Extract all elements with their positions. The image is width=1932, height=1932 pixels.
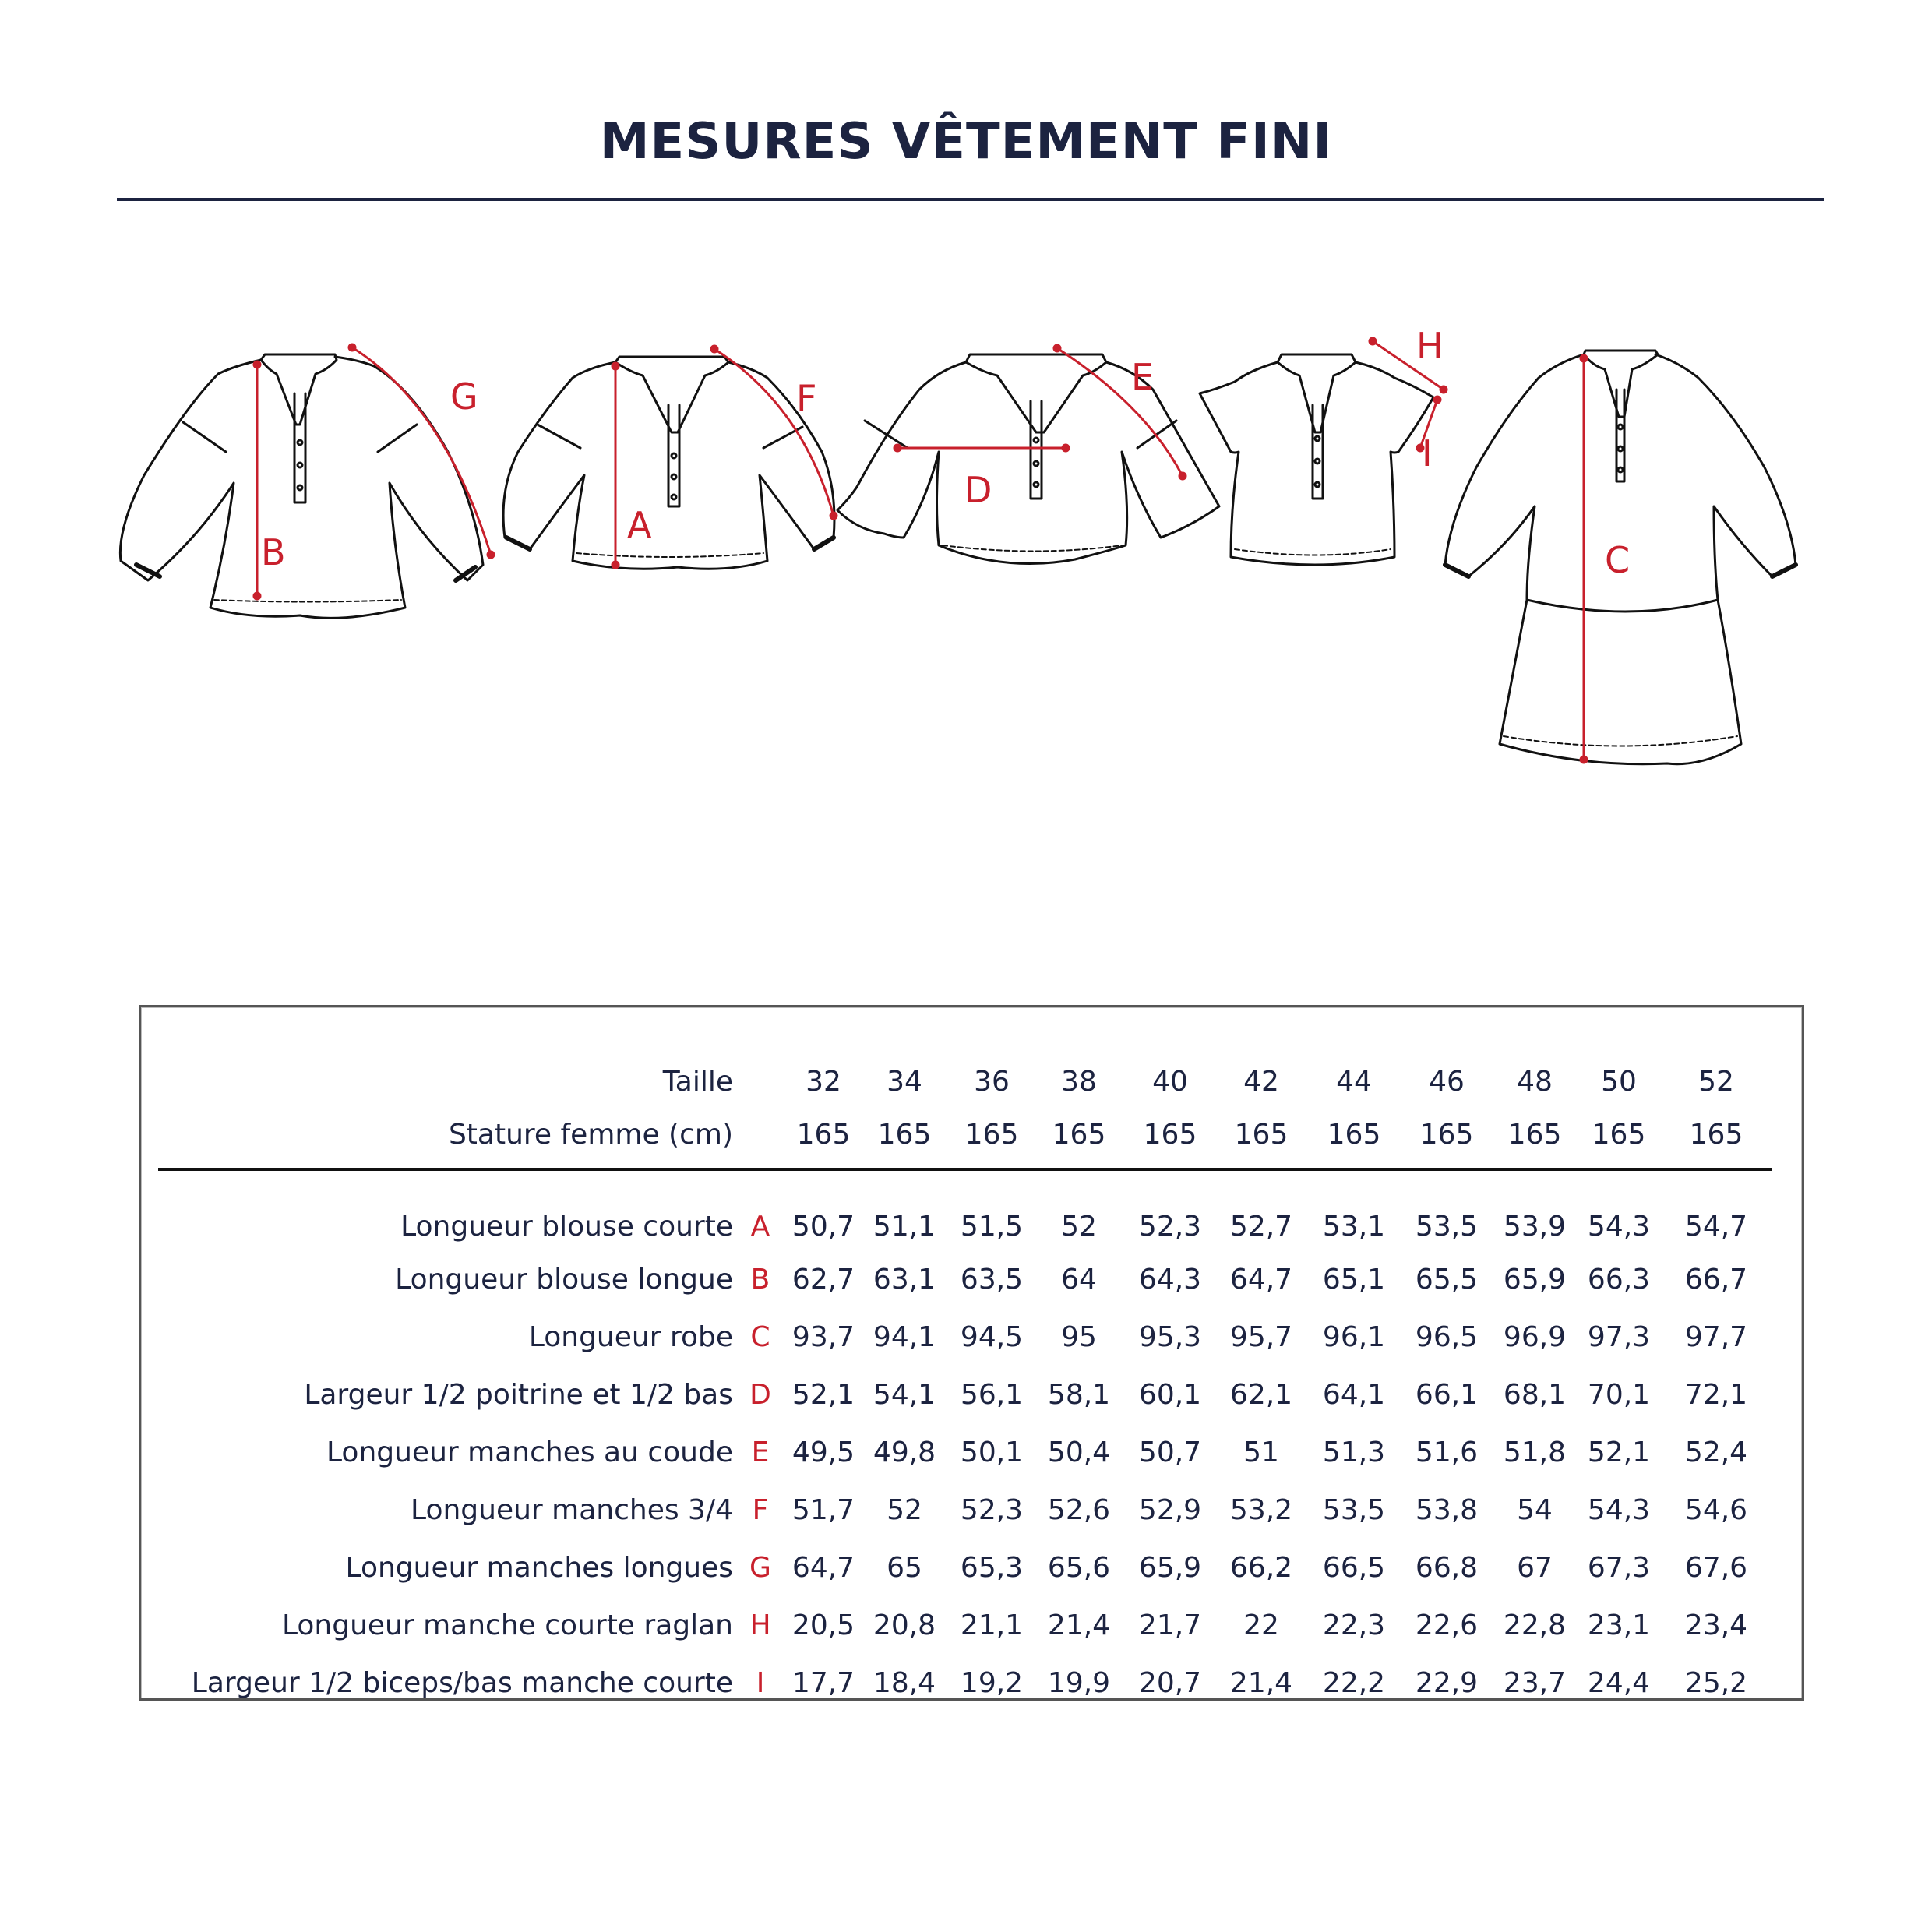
measurement-value: 64,3: [1138, 1263, 1202, 1296]
size-cell: 52: [1698, 1066, 1734, 1098]
measurement-letter: A: [750, 1211, 770, 1243]
measurement-value: 21,1: [960, 1609, 1024, 1641]
measurement-value: 22,3: [1322, 1609, 1386, 1641]
stature-cell: 165: [877, 1118, 932, 1151]
measurement-value: 64,7: [1229, 1263, 1293, 1296]
measurement-row: [158, 1423, 1772, 1481]
measurement-label: Longueur manches longues: [345, 1551, 733, 1584]
measurement-value: 50,7: [1138, 1436, 1202, 1468]
measurement-value: 22,8: [1503, 1609, 1567, 1641]
measurement-label: Longueur blouse courte: [400, 1211, 733, 1243]
measurement-value: 21,4: [1229, 1666, 1293, 1699]
measurement-value: 52,1: [791, 1378, 855, 1411]
size-cell: 34: [887, 1066, 922, 1098]
title-divider: [117, 198, 1824, 201]
measurement-value: 95,7: [1229, 1320, 1293, 1353]
sketch-blouse-manches-courtes: [1200, 338, 1447, 565]
measurement-value: 65,9: [1138, 1551, 1202, 1584]
measurement-value: 25,2: [1684, 1666, 1748, 1699]
size-cell: 46: [1429, 1066, 1465, 1098]
size-cell: 42: [1243, 1066, 1279, 1098]
measurement-value: 20,5: [791, 1609, 855, 1641]
measurement-label: Longueur manches 3/4: [411, 1493, 733, 1526]
measurement-value: 23,4: [1684, 1609, 1748, 1641]
measurement-value: 51,5: [960, 1211, 1024, 1243]
measurement-value: 51: [1243, 1436, 1279, 1468]
stature-cell: 165: [1419, 1118, 1474, 1151]
measurement-value: 52: [887, 1493, 922, 1526]
measurement-value: 54: [1517, 1493, 1553, 1526]
measurement-row: [158, 1366, 1772, 1423]
measurement-value: 94,5: [960, 1320, 1024, 1353]
measurement-value: 54,7: [1684, 1211, 1748, 1243]
label-F: F: [796, 377, 817, 419]
measurement-value: 65,9: [1503, 1263, 1567, 1296]
measurement-value: 52,1: [1587, 1436, 1651, 1468]
sketch-blouse-courte: [503, 346, 837, 569]
measurement-value: 66,8: [1415, 1551, 1479, 1584]
label-E: E: [1131, 356, 1155, 398]
measurement-value: 66,1: [1415, 1378, 1479, 1411]
measurement-label: Longueur robe: [528, 1320, 733, 1353]
measurement-value: 50,7: [791, 1211, 855, 1243]
measurement-value: 22,9: [1415, 1666, 1479, 1699]
measurement-value: 53,5: [1322, 1493, 1386, 1526]
measurement-label: Longueur blouse longue: [395, 1263, 733, 1296]
stature-cell: 165: [964, 1118, 1019, 1151]
measurement-row: [158, 1308, 1772, 1366]
measurement-value: 53,1: [1322, 1211, 1386, 1243]
measurement-value: 95: [1061, 1320, 1097, 1353]
stature-cell: 165: [1234, 1118, 1289, 1151]
measurement-value: 64,1: [1322, 1378, 1386, 1411]
measurement-value: 65,1: [1322, 1263, 1386, 1296]
stature-cell: 165: [1507, 1118, 1562, 1151]
size-cell: 36: [974, 1066, 1010, 1098]
label-G: G: [450, 375, 478, 418]
measurement-value: 64,7: [791, 1551, 855, 1584]
measurement-value: 51,8: [1503, 1436, 1567, 1468]
measurement-value: 96,5: [1415, 1320, 1479, 1353]
measurement-letter: H: [749, 1609, 771, 1641]
garment-illustrations: [109, 312, 1839, 795]
measurement-value: 23,7: [1503, 1666, 1567, 1699]
measurement-label: Largeur 1/2 poitrine et 1/2 bas: [304, 1378, 733, 1411]
measurement-value: 19,9: [1047, 1666, 1111, 1699]
measurement-value: 53,8: [1415, 1493, 1479, 1526]
measurement-value: 21,4: [1047, 1609, 1111, 1641]
measurement-value: 54,1: [873, 1378, 936, 1411]
size-chart: [139, 1005, 1804, 1701]
measurement-value: 56,1: [960, 1378, 1024, 1411]
measurement-row: [158, 1654, 1772, 1712]
measurement-value: 22,6: [1415, 1609, 1479, 1641]
measurement-value: 63,5: [960, 1263, 1024, 1296]
measurement-value: 51,6: [1415, 1436, 1479, 1468]
measurement-value: 65,5: [1415, 1263, 1479, 1296]
size-cell: 50: [1601, 1066, 1637, 1098]
measurement-value: 63,1: [873, 1263, 936, 1296]
size-cell: 40: [1152, 1066, 1188, 1098]
measurement-value: 95,3: [1138, 1320, 1202, 1353]
size-row: [158, 1007, 1772, 1101]
measurement-value: 60,1: [1138, 1378, 1202, 1411]
measurement-value: 62,1: [1229, 1378, 1293, 1411]
measurement-value: 52,6: [1047, 1493, 1111, 1526]
measurement-value: 62,7: [791, 1263, 855, 1296]
measurement-value: 24,4: [1587, 1666, 1651, 1699]
measurement-value: 94,1: [873, 1320, 936, 1353]
measurement-value: 58,1: [1047, 1378, 1111, 1411]
measurement-value: 51,7: [791, 1493, 855, 1526]
measurement-label: Largeur 1/2 biceps/bas manche courte: [191, 1666, 733, 1699]
measurement-row: [158, 1596, 1772, 1654]
measurement-value: 66,3: [1587, 1263, 1651, 1296]
measurement-value: 53,5: [1415, 1211, 1479, 1243]
measurement-value: 96,9: [1503, 1320, 1567, 1353]
measurement-value: 20,7: [1138, 1666, 1202, 1699]
measurement-value: 22: [1243, 1609, 1279, 1641]
measurement-value: 70,1: [1587, 1378, 1651, 1411]
measurement-value: 22,2: [1322, 1666, 1386, 1699]
measurement-value: 20,8: [873, 1609, 936, 1641]
stature-cell: 165: [1052, 1118, 1106, 1151]
measurement-row: [158, 1481, 1772, 1539]
measurement-value: 51,3: [1322, 1436, 1386, 1468]
measurement-value: 97,7: [1684, 1320, 1748, 1353]
measurement-label: Longueur manche courte raglan: [281, 1609, 733, 1641]
size-cell: 44: [1336, 1066, 1372, 1098]
measurement-table: [158, 1007, 1772, 1712]
measurement-letter: D: [749, 1378, 771, 1411]
size-cell: 38: [1061, 1066, 1097, 1098]
sketch-blouse-longue: [120, 344, 494, 618]
sketch-blouse-coude: [837, 345, 1219, 564]
measurement-value: 52,4: [1684, 1436, 1748, 1468]
measurement-letter: F: [752, 1493, 769, 1526]
measurement-value: 66,5: [1322, 1551, 1386, 1584]
measurement-value: 97,3: [1587, 1320, 1651, 1353]
size-label: Taille: [662, 1066, 733, 1098]
page-title: MESURES VÊTEMENT FINI: [599, 113, 1333, 171]
label-H: H: [1416, 325, 1444, 367]
measurement-value: 67,3: [1587, 1551, 1651, 1584]
measurement-value: 66,7: [1684, 1263, 1748, 1296]
measurement-value: 50,4: [1047, 1436, 1111, 1468]
stature-row: [158, 1101, 1772, 1169]
measurement-value: 52,3: [960, 1493, 1024, 1526]
measurement-row: [158, 1171, 1772, 1250]
measurement-value: 67: [1517, 1551, 1553, 1584]
measurement-value: 67,6: [1684, 1551, 1748, 1584]
stature-label: Stature femme (cm): [448, 1118, 733, 1151]
measurement-value: 54,3: [1587, 1211, 1651, 1243]
measurement-value: 64: [1061, 1263, 1097, 1296]
measurement-value: 52: [1061, 1211, 1097, 1243]
measurement-letter: C: [750, 1320, 770, 1353]
stature-cell: 165: [1592, 1118, 1646, 1151]
measurement-value: 65: [887, 1551, 922, 1584]
measurement-value: 49,8: [873, 1436, 936, 1468]
stature-cell: 165: [1143, 1118, 1197, 1151]
measurement-value: 21,7: [1138, 1609, 1202, 1641]
measurement-letter: E: [751, 1436, 770, 1468]
label-C: C: [1605, 539, 1631, 581]
stature-cell: 165: [1689, 1118, 1743, 1151]
label-B: B: [261, 531, 286, 573]
measurement-value: 93,7: [791, 1320, 855, 1353]
measurement-value: 49,5: [791, 1436, 855, 1468]
measurement-value: 72,1: [1684, 1378, 1748, 1411]
label-I: I: [1422, 432, 1433, 474]
measurement-value: 65,3: [960, 1551, 1024, 1584]
measurement-value: 65,6: [1047, 1551, 1111, 1584]
measurement-letter: G: [749, 1551, 771, 1584]
measurement-value: 96,1: [1322, 1320, 1386, 1353]
measurement-row: [158, 1539, 1772, 1596]
measurement-letter: I: [756, 1666, 765, 1699]
measurement-value: 51,1: [873, 1211, 936, 1243]
measurement-value: 50,1: [960, 1436, 1024, 1468]
measurement-value: 52,9: [1138, 1493, 1202, 1526]
measurement-value: 52,3: [1138, 1211, 1202, 1243]
stature-cell: 165: [796, 1118, 851, 1151]
measurement-value: 53,9: [1503, 1211, 1567, 1243]
measurement-value: 17,7: [791, 1666, 855, 1699]
label-A: A: [627, 504, 652, 546]
measurement-value: 54,6: [1684, 1493, 1748, 1526]
stature-cell: 165: [1327, 1118, 1381, 1151]
measurement-value: 66,2: [1229, 1551, 1293, 1584]
measurement-value: 53,2: [1229, 1493, 1293, 1526]
measurement-value: 23,1: [1587, 1609, 1651, 1641]
measurement-letter: B: [750, 1263, 770, 1296]
measurement-value: 19,2: [960, 1666, 1024, 1699]
measurement-value: 54,3: [1587, 1493, 1651, 1526]
measurement-row: [158, 1250, 1772, 1308]
measurement-value: 18,4: [873, 1666, 936, 1699]
measurement-value: 68,1: [1503, 1378, 1567, 1411]
size-cell: 48: [1517, 1066, 1553, 1098]
measurement-value: 52,7: [1229, 1211, 1293, 1243]
measurement-label: Longueur manches au coude: [326, 1436, 733, 1468]
size-cell: 32: [806, 1066, 841, 1098]
label-D: D: [964, 469, 992, 511]
